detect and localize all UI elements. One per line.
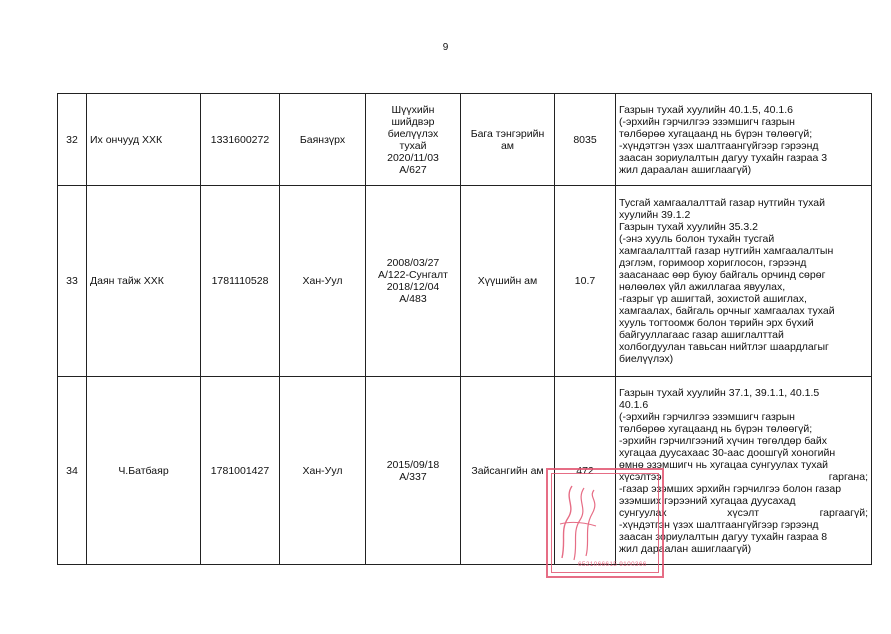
note-line: төлбөрөө хугацаанд нь бүрэн төлөөгүй; xyxy=(619,422,813,435)
decision-line: 2018/12/04 xyxy=(386,281,440,293)
land-registry-table xyxy=(57,93,872,565)
holder-name: Даян тайж ХХК xyxy=(87,186,201,377)
note-line: 40.1.6 xyxy=(619,398,649,411)
decision-line: A/122-Сунгалт xyxy=(378,269,448,281)
registration-number: 1781110528 xyxy=(201,186,280,377)
decision-line: 2008/03/27 xyxy=(386,257,440,269)
note-line: (-эрхийн гэрчилгээ эзэмшигч газрын xyxy=(619,410,795,423)
decision-cell xyxy=(366,186,461,377)
note-line: жил дараалан ашиглаагүй) xyxy=(619,163,752,176)
area-size: 10.7 xyxy=(555,186,616,377)
area-size: 8035 xyxy=(555,94,616,186)
table-row xyxy=(58,186,872,377)
note-line: хамгаалах, байгаль орчныг хамгаалах тухай xyxy=(619,305,835,317)
note-line: (-энэ хууль болон тухайн тусгай xyxy=(619,233,775,245)
district: Хан-Уул xyxy=(280,186,366,377)
note-line: (-эрхийн гэрчилгээ эзэмшигч газрын xyxy=(619,115,795,128)
note-line: биелүүлэх) xyxy=(619,353,674,365)
decision-cell xyxy=(366,377,461,565)
note-line: байгууллагаас газар ашиглалттай xyxy=(619,329,784,341)
note-line: сунгуулах хүсэлт гаргаагүй; xyxy=(619,506,868,519)
note-line: Газрын тухай хуулийн 35.3.2 xyxy=(619,221,758,233)
note-line: -эрхийн гэрчилгээний хүчин төгөлдөр байх xyxy=(619,434,827,447)
page-number: 9 xyxy=(442,42,449,53)
note-line: өмнө эзэмшигч нь хугацаа сунгуулах тухай xyxy=(619,458,829,471)
decision-line: A/337 xyxy=(399,470,427,483)
note-line: -хүндэтгэн үзэх шалтгаангүйгээр гэрээнд xyxy=(619,139,819,152)
decision-line: 2020/11/03 xyxy=(387,151,439,164)
district: Баянзүрх xyxy=(280,94,366,186)
area-name: Бага тэнгэрийн ам xyxy=(461,94,555,186)
legal-basis-cell xyxy=(616,94,872,186)
decision-line: шийдвэр xyxy=(391,115,435,128)
note-line: эзэмших гэрээний хугацаа дуусахад xyxy=(619,494,796,507)
note-line: төлбөрөө хугацаанд нь бүрэн төлөөгүй; xyxy=(619,127,813,140)
decision-line: A/483 xyxy=(399,293,427,305)
decision-line: тухай xyxy=(399,139,427,152)
area-name: Хүүшийн ам xyxy=(461,186,555,377)
note-line: хугацаа дуусахаас 30-аас доошгүй хоногийн xyxy=(619,446,836,459)
decision-line: Шүүхийн xyxy=(391,103,435,116)
note-line: нөлөөлөх үйл ажиллагаа явуулах, xyxy=(619,281,786,293)
decision-line: биелүүлэх xyxy=(387,127,439,140)
note-line: дэглэм, горимоор хориглосон, гэрээнд xyxy=(619,257,807,269)
note-line: холбогдуулан тавьсан нийтлэг шаардлагыг xyxy=(619,341,829,353)
decision-line: 2015/09/18 xyxy=(386,458,440,471)
area-name: Зайсангийн ам xyxy=(461,377,555,565)
note-line: жил дараалан ашиглаагүй) xyxy=(619,542,752,555)
note-line: заасанаас өөр буюу байгаль орчинд сөрөг xyxy=(619,269,826,281)
district: Хан-Уул xyxy=(280,377,366,565)
decision-cell xyxy=(366,94,461,186)
row-number: 33 xyxy=(58,186,87,377)
legal-basis-cell xyxy=(616,186,872,377)
note-line: Газрын тухай хуулийн 40.1.5, 40.1.6 xyxy=(619,103,793,116)
stamp-code: 6521066615 9100366 xyxy=(578,561,647,568)
signature-icon xyxy=(556,480,598,564)
note-line: хүсэлтээ гаргана; xyxy=(619,470,868,483)
note-line: -газар эзэмших эрхийн гэрчилгээ болон газар xyxy=(619,482,842,495)
note-line: -хүндэтгэн үзэх шалтгаангүйгээр гэрээнд xyxy=(619,518,819,531)
note-line: Тусгай хамгаалалттай газар нутгийн тухай xyxy=(619,197,825,209)
note-line: хамгаалалттай газар нутгийн хамгаалалтын xyxy=(619,245,834,257)
note-line: -газрыг үр ашигтай, зохистой ашиглах, xyxy=(619,293,807,305)
table-row xyxy=(58,94,872,186)
note-line: хууль тогтоомж болон төрийн эрх бүхий xyxy=(619,317,814,329)
decision-line: A/627 xyxy=(399,163,427,176)
area-size: 472 xyxy=(555,377,616,565)
registration-number: 1781001427 xyxy=(201,377,280,565)
row-number: 32 xyxy=(58,94,87,186)
note-line: хуулийн 39.1.2 xyxy=(619,209,691,221)
note-line: Газрын тухай хуулийн 37.1, 39.1.1, 40.1.5 xyxy=(619,386,820,399)
holder-name: Ч.Батбаяр xyxy=(87,377,201,565)
note-line: заасан зориулалтын дагуу тухайн газраа 8 xyxy=(619,530,828,543)
row-number: 34 xyxy=(58,377,87,565)
note-line: заасан зориулалтын дагуу тухайн газраа 3 xyxy=(619,151,828,164)
registration-number: 1331600272 xyxy=(201,94,280,186)
official-stamp xyxy=(546,468,664,578)
table-row xyxy=(58,377,872,565)
holder-name: Их ончууд ХХК xyxy=(87,94,201,186)
